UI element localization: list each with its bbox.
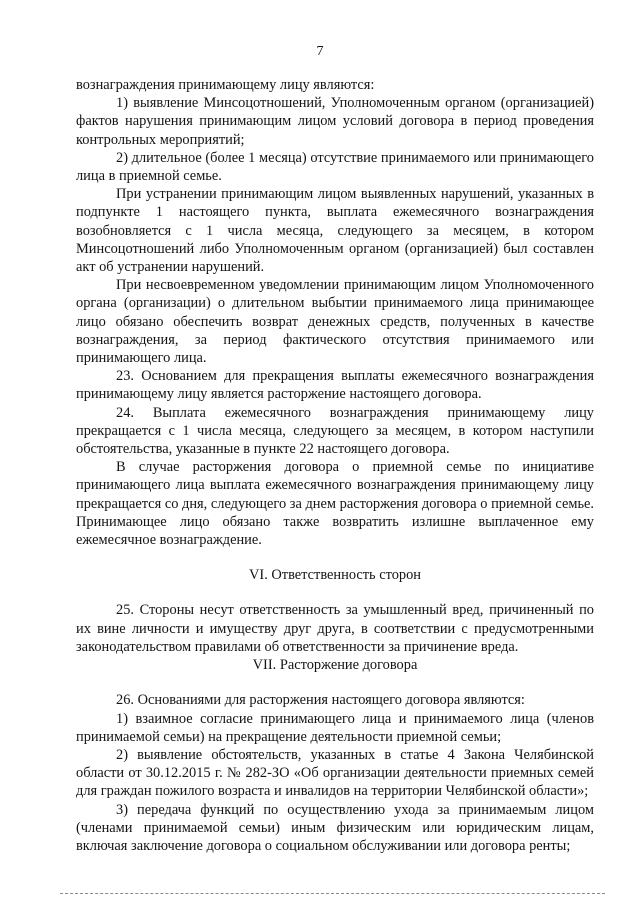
paragraph-violations-fixed: При устранении принимающим лицом выявленных нарушений, указанных в подпункте 1 настоящего пункта, выплата ежемесячного вознаграждения возобновляется с 1 числа месяца, следующего за месяцем, в котором Минсоцотношений либо Уполномоченным органом (организацией) был составлен акт об устранении нарушений.	[76, 186, 594, 276]
page-number: 7	[316, 44, 324, 59]
subpoint-2: 2) длительное (более 1 месяца) отсутствие принимаемого или принимающего лица в приемной семье.	[76, 149, 594, 185]
document-body	[76, 76, 594, 855]
paragraph-termination-initiative: В случае расторжения договора о приемной семье по инициативе принимающего лица выплата ежемесячного вознаграждения принимающему лицу прекращается со дня, следующего за днем расторжения договора о приемной семье. Принимающее лицо обязано также возвратить излишне выплаченное ему ежемесячное вознаграждение.	[76, 459, 594, 549]
scan-bottom-edge-rule	[60, 893, 605, 894]
paragraph-late-notice: При несвоевременном уведомлении принимающим лицом Уполномоченного органа (организации) о длительном выбытии принимаемого лица принимающее лицо обязано обеспечить возврат денежных средств, полученных в качестве вознаграждения, за период фактического отсутствия принимаемого или принимающего лица.	[76, 277, 594, 367]
clause-26-subpoint-2: 2) выявление обстоятельств, указанных в статье 4 Закона Челябинской области от 30.12.2015 г. № 282-ЗО «Об организации деятельности приемных семей для граждан пожилого возраста и инвалидов на территории Челябинской области»;	[76, 746, 594, 800]
clause-26-subpoint-1: 1) взаимное согласие принимающего лица и принимаемого лица (членов принимаемой семьи) на прекращение деятельности приемной семьи;	[76, 710, 594, 745]
clause-25: 25. Стороны несут ответственность за умышленный вред, причиненный по их вине личности и имуществу друг друга, в соответствии с предусмотренными законодательством правилами об ответственности за причинение вреда.	[76, 602, 594, 655]
clause-24: 24. Выплата ежемесячного вознаграждения принимающему лицу прекращается с 1 числа месяца, следующего за месяцем, в котором наступили обстоятельства, указанные в пункте 22 настоящего договора.	[76, 404, 594, 458]
subpoint-1: 1) выявление Минсоцотношений, Уполномоченным органом (организацией) фактов нарушения принимающим лицом условий договора в период проведения контрольных мероприятий;	[76, 95, 594, 148]
section-heading-liability: VI. Ответственность сторон	[249, 567, 421, 584]
clause-26: 26. Основаниями для расторжения настоящего договора являются:	[116, 692, 525, 709]
clause-23: 23. Основанием для прекращения выплаты ежемесячного вознаграждения принимающему лицу является расторжение настоящего договора.	[76, 368, 594, 403]
section-heading-termination: VII. Расторжение договора	[252, 657, 418, 674]
paragraph-continuation: вознаграждения принимающему лицу являются:	[76, 77, 375, 93]
clause-26-subpoint-3: 3) передача функций по осуществлению ухода за принимаемым лицом (членами принимаемой семьи) иным физическим или юридическим лицам, включая заключение договора о социальном обслуживании или договора ренты;	[76, 801, 594, 854]
